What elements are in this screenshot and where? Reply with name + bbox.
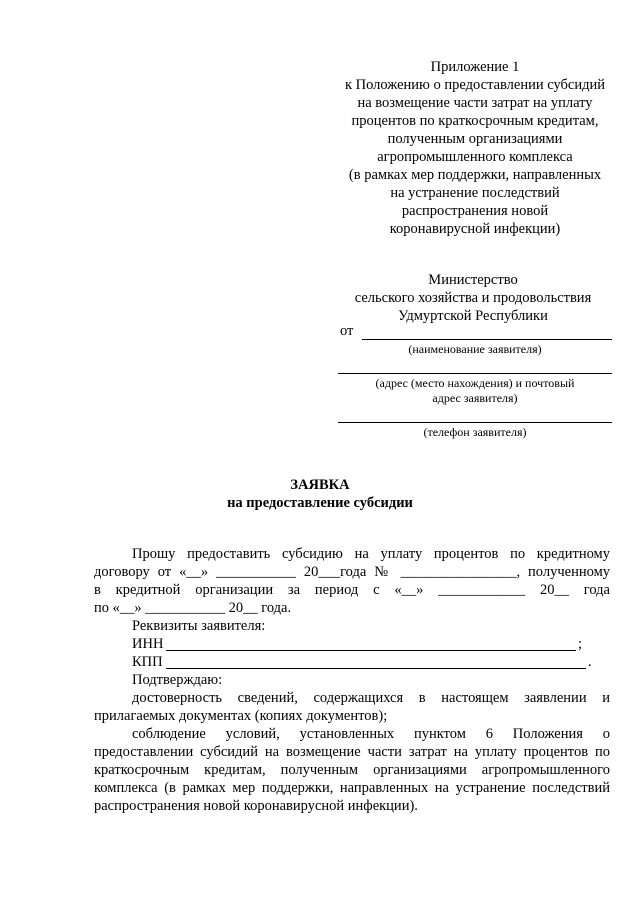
document-title: ЗАЯВКА [290, 477, 350, 493]
request-line: Прошу предоставить субсидию на уплату процентов по кредитному [132, 546, 610, 562]
kpp-end: . [588, 654, 592, 670]
appendix-header [330, 58, 620, 238]
appendix-line: (в рамках мер поддержки, направленных [348, 167, 602, 183]
address-caption-1: (адрес (место нахождения) и почтовый [375, 376, 575, 390]
appendix-line: на устранение последствий [390, 185, 560, 201]
applicant-name-line[interactable] [362, 339, 612, 340]
confirm-line: предоставлении субсидий на возмещение части затрат на уплату процентов по [94, 744, 610, 760]
kpp-label: КПП [132, 654, 163, 670]
confirm-line: распространения новой коронавирусной инфекции). [94, 798, 418, 814]
recipient-line: Министерство [428, 272, 518, 288]
document-subtitle: на предоставление субсидии [227, 495, 413, 511]
confirm-line: соблюдение условий, установленных пунктом 6 Положения о [132, 726, 610, 742]
appendix-line: к Положению о предоставлении субсидий [344, 77, 606, 93]
inn-field[interactable] [132, 635, 610, 653]
address-line[interactable] [338, 373, 612, 374]
recipient-line: сельского хозяйства и продовольствия [354, 290, 592, 306]
phone-line[interactable] [338, 422, 612, 423]
phone-caption: (телефон заявителя) [423, 425, 527, 439]
from-label: от [340, 323, 354, 339]
appendix-line: процентов по краткосрочным кредитам, [351, 113, 599, 129]
confirm-line: достоверность сведений, содержащихся в настоящем заявлении и [132, 690, 610, 706]
kpp-line[interactable] [166, 668, 586, 669]
appendix-line: агропромышленного комплекса [377, 149, 573, 165]
confirm-line: прилагаемых документах (копиях документов); [94, 708, 388, 724]
application-body [94, 545, 610, 815]
recipient-line: Удмуртской Республики [398, 308, 548, 324]
request-line: по «__» ___________ 20__ года. [94, 600, 292, 616]
applicant-name-field[interactable] [340, 323, 612, 343]
inn-end: ; [578, 636, 583, 652]
applicant-name-caption: (наименование заявителя) [408, 342, 542, 356]
request-line: в кредитной организации за период с «__» ____________ 20__ года [94, 582, 610, 598]
appendix-line: полученным организациями [387, 131, 563, 147]
address-caption-2: адрес заявителя) [432, 391, 518, 405]
appendix-line: Приложение 1 [430, 59, 520, 75]
inn-label: ИНН [132, 636, 164, 652]
confirm-line: краткосрочным кредитам, полученным организациями агропромышленного [94, 762, 610, 778]
appendix-line: распространения новой [401, 203, 549, 219]
confirm-line: комплекса (в рамках мер поддержки, направленных на устранение последствий [94, 780, 610, 796]
kpp-field[interactable] [132, 653, 610, 671]
appendix-line: на возмещение части затрат на уплату [357, 95, 593, 111]
request-line: договору от «__» ___________ 20___года № ________________, полученному [94, 564, 610, 580]
requisites-label: Реквизиты заявителя: [132, 618, 266, 634]
appendix-line: коронавирусной инфекции) [389, 221, 561, 237]
recipient-block [336, 271, 610, 325]
confirm-label: Подтверждаю: [132, 672, 223, 688]
inn-line[interactable] [166, 650, 576, 651]
